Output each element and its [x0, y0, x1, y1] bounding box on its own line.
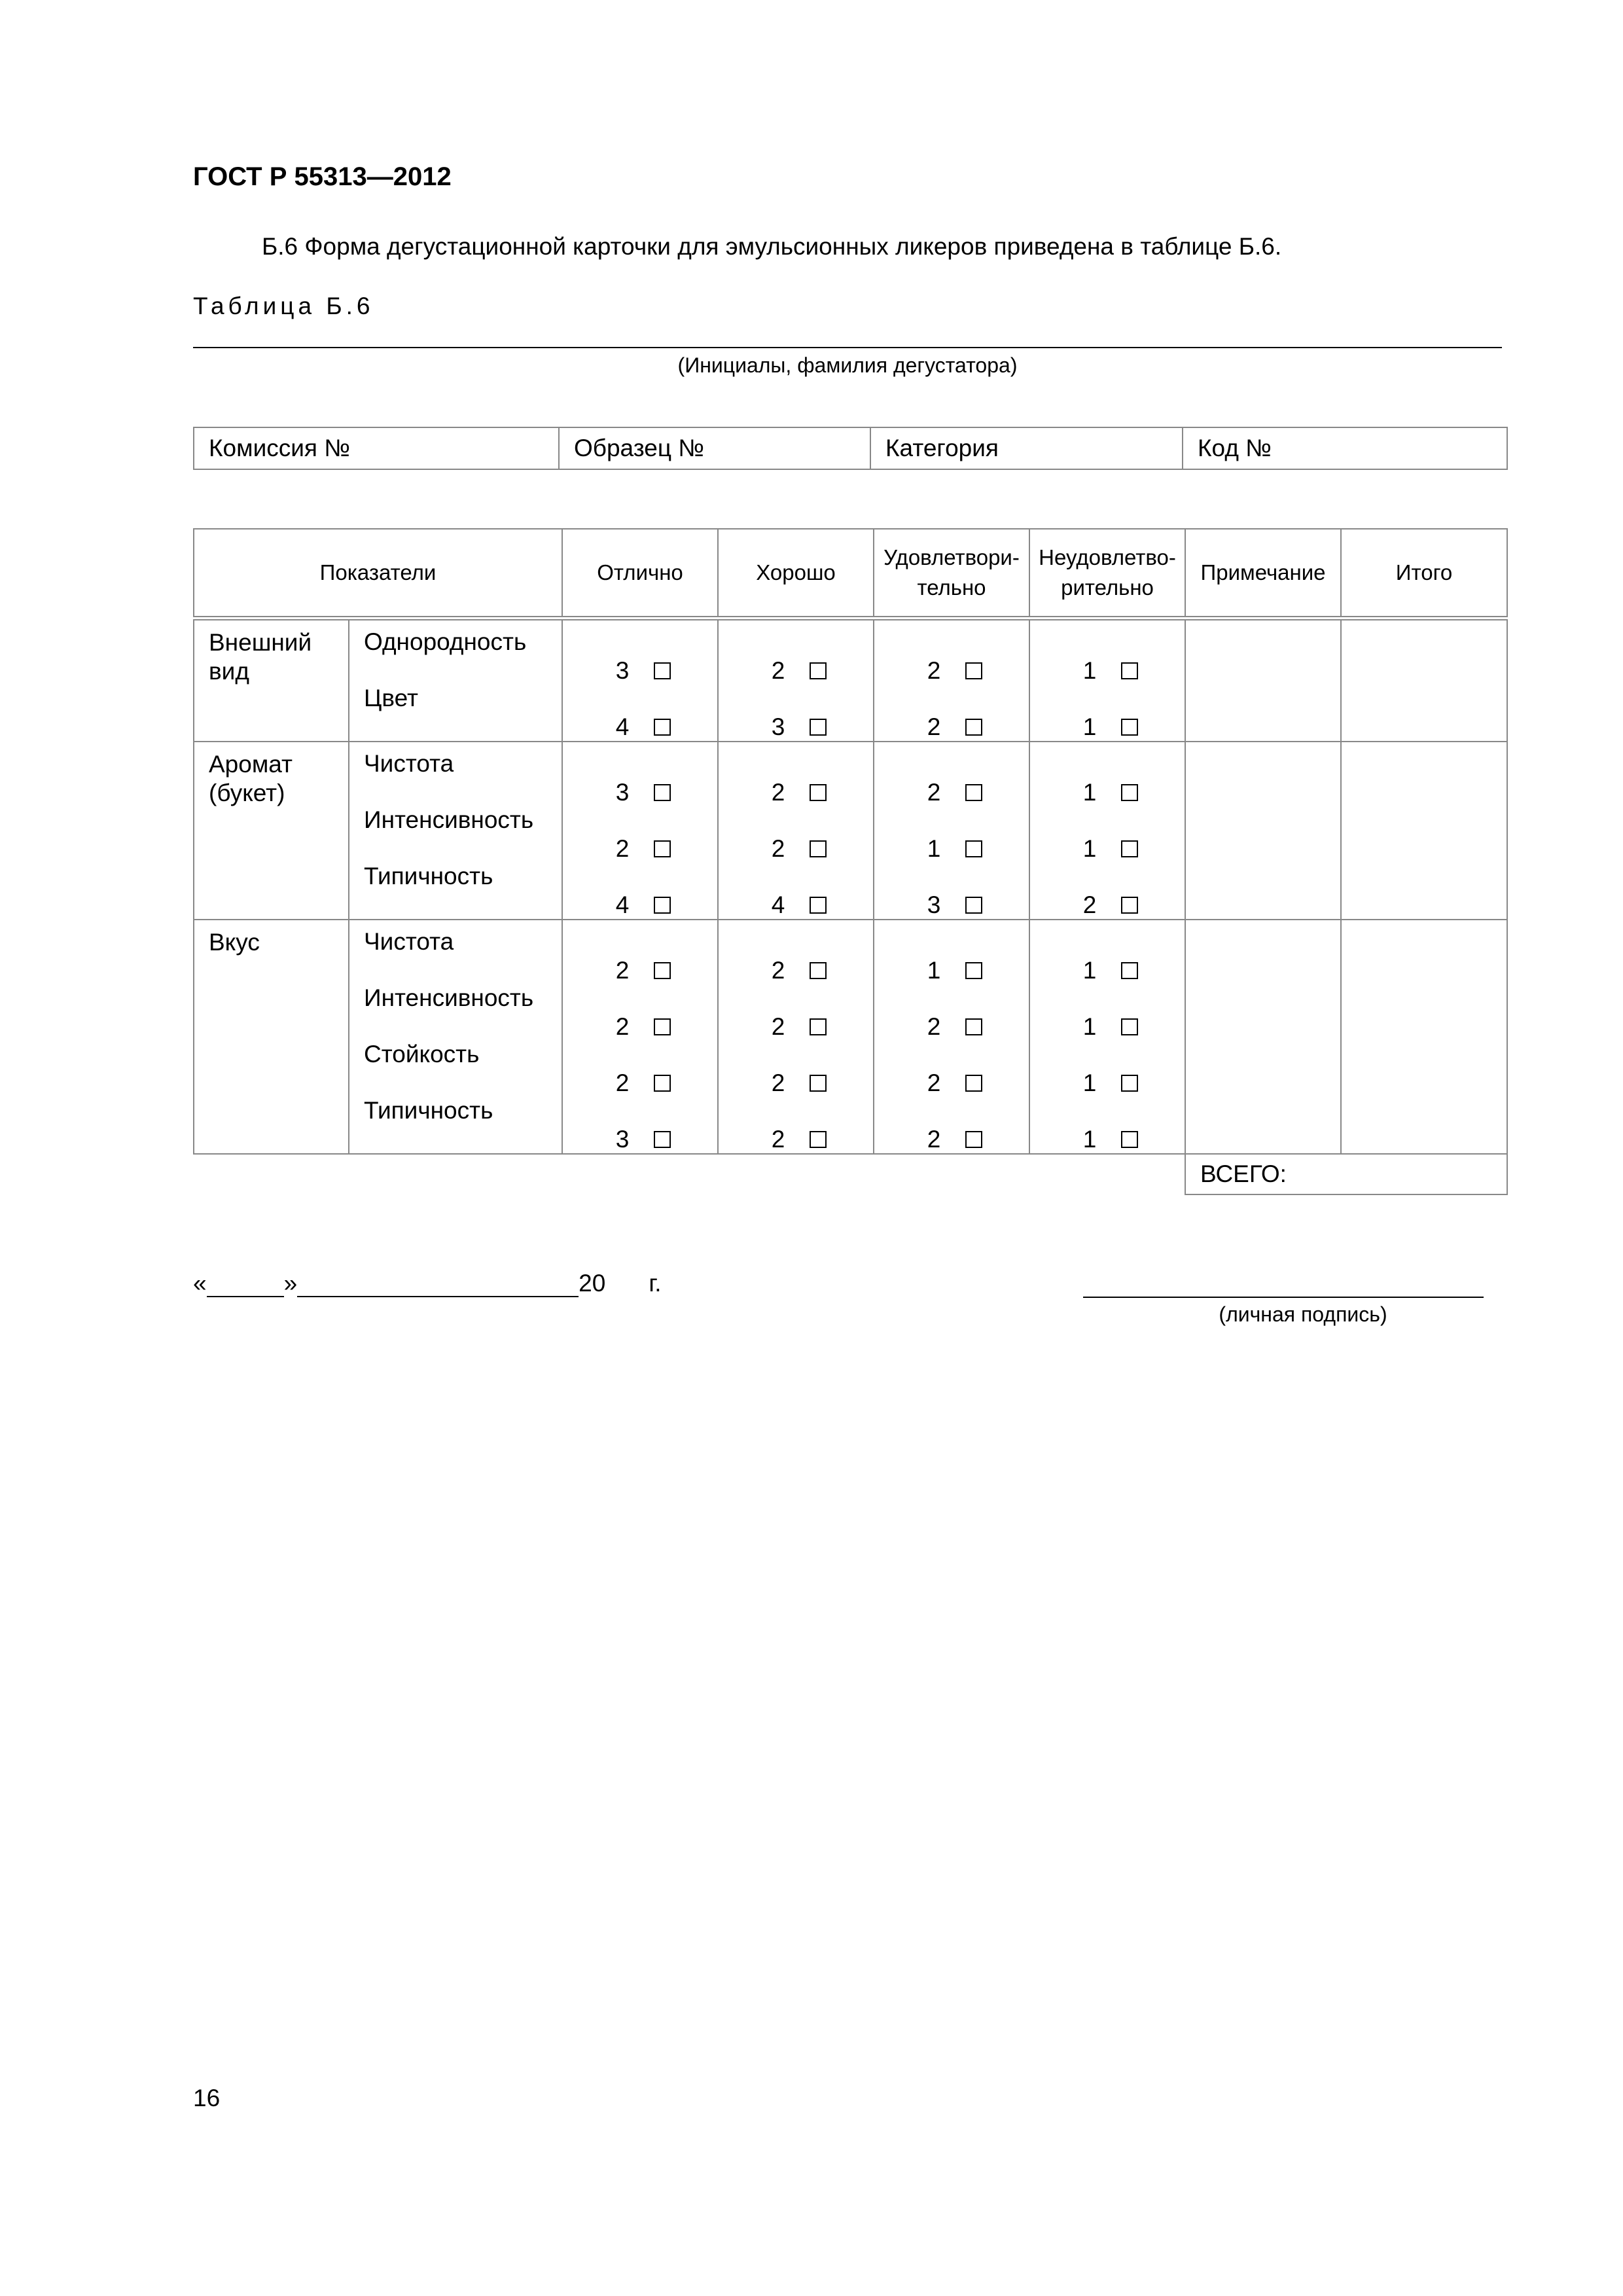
- note-cell[interactable]: [1185, 742, 1341, 920]
- checkbox[interactable]: [1121, 840, 1138, 857]
- table-caption: Таблица Б.6: [193, 293, 374, 319]
- item-label: Интенсивность: [364, 806, 534, 833]
- total-cell[interactable]: [1341, 920, 1507, 1154]
- group-label: Вкус: [194, 920, 349, 1154]
- day-field[interactable]: [207, 1272, 284, 1297]
- note-cell[interactable]: [1185, 920, 1341, 1154]
- checkbox[interactable]: [965, 662, 982, 679]
- items-cell: [349, 920, 562, 1154]
- checkbox[interactable]: [654, 662, 671, 679]
- checkbox[interactable]: [654, 962, 671, 979]
- header-note: Примечание: [1185, 529, 1341, 619]
- header-excellent: Отлично: [562, 529, 718, 619]
- checkbox[interactable]: [965, 1075, 982, 1092]
- checkbox[interactable]: [810, 662, 827, 679]
- item-label: Чистота: [364, 928, 454, 955]
- checkbox[interactable]: [810, 719, 827, 736]
- signature-line[interactable]: [1083, 1297, 1484, 1298]
- item-label: Типичность: [364, 1097, 493, 1124]
- header-unsatisfactory: Неудовлетво- рительно: [1029, 529, 1185, 619]
- total-cell[interactable]: [1341, 742, 1507, 920]
- item-label: Стойкость: [364, 1041, 480, 1067]
- table-header-row: [194, 529, 1507, 619]
- group-label: Внешний вид: [194, 619, 349, 742]
- grand-total-field[interactable]: ВСЕГО:: [1185, 1154, 1507, 1194]
- sample-field[interactable]: Образец №: [559, 427, 870, 469]
- checkbox[interactable]: [810, 784, 827, 801]
- checkbox[interactable]: [654, 897, 671, 914]
- score-cell-good: 2 2 2 2: [718, 920, 874, 1154]
- checkbox[interactable]: [654, 1018, 671, 1035]
- group-label: Аромат (букет): [194, 742, 349, 920]
- checkbox[interactable]: [1121, 962, 1138, 979]
- checkbox[interactable]: [654, 840, 671, 857]
- page-number: 16: [193, 2085, 221, 2111]
- initials-line[interactable]: [193, 347, 1502, 348]
- group-row-taste: [194, 920, 1507, 1154]
- total-cell[interactable]: [1341, 619, 1507, 742]
- checkbox[interactable]: [810, 1131, 827, 1148]
- tasting-table: [193, 528, 1508, 1195]
- score-cell-excellent: 2 2 2 3: [562, 920, 718, 1154]
- note-cell[interactable]: [1185, 619, 1341, 742]
- grand-total-row: [194, 1154, 1507, 1194]
- checkbox[interactable]: [1121, 897, 1138, 914]
- score-cell-good: 2 2 4: [718, 742, 874, 920]
- checkbox[interactable]: [810, 1075, 827, 1092]
- checkbox[interactable]: [654, 719, 671, 736]
- checkbox[interactable]: [810, 962, 827, 979]
- initials-caption: (Инициалы, фамилия дегустатора): [677, 353, 1018, 377]
- checkbox[interactable]: [1121, 662, 1138, 679]
- item-label: Однородность: [364, 628, 527, 655]
- header-satisfactory: Удовлетвори- тельно: [874, 529, 1029, 619]
- checkbox[interactable]: [965, 1131, 982, 1148]
- info-table: [193, 427, 1508, 470]
- year-suffix: г.: [649, 1270, 662, 1297]
- score-cell-unsatisfactory: 1 1: [1029, 619, 1185, 742]
- checkbox[interactable]: [965, 962, 982, 979]
- score-cell-satisfactory: 1 2 2 2: [874, 920, 1029, 1154]
- checkbox[interactable]: [1121, 784, 1138, 801]
- checkbox[interactable]: [654, 1075, 671, 1092]
- checkbox[interactable]: [654, 784, 671, 801]
- checkbox[interactable]: [965, 897, 982, 914]
- checkbox[interactable]: [654, 1131, 671, 1148]
- checkbox[interactable]: [810, 1018, 827, 1035]
- item-label: Цвет: [364, 685, 418, 711]
- checkbox[interactable]: [1121, 1018, 1138, 1035]
- header-total: Итого: [1341, 529, 1507, 619]
- item-label: Интенсивность: [364, 984, 534, 1011]
- checkbox[interactable]: [1121, 1131, 1138, 1148]
- group-row-aroma: [194, 742, 1507, 920]
- checkbox[interactable]: [965, 840, 982, 857]
- date-line: « » 20 г.: [193, 1270, 662, 1297]
- code-field[interactable]: Код №: [1183, 427, 1507, 469]
- header-indicators: Показатели: [194, 529, 562, 619]
- checkbox[interactable]: [810, 840, 827, 857]
- checkbox[interactable]: [1121, 719, 1138, 736]
- score-cell-unsatisfactory: 1 1 1 1: [1029, 920, 1185, 1154]
- checkbox[interactable]: [1121, 1075, 1138, 1092]
- score-cell-satisfactory: 2 2: [874, 619, 1029, 742]
- category-field[interactable]: Категория: [870, 427, 1183, 469]
- commission-field[interactable]: Комиссия №: [194, 427, 559, 469]
- month-field[interactable]: [297, 1272, 579, 1297]
- group-row-appearance: [194, 619, 1507, 742]
- score-cell-satisfactory: 2 1 3: [874, 742, 1029, 920]
- item-label: Чистота: [364, 750, 454, 777]
- score-cell-good: 2 3: [718, 619, 874, 742]
- document-header: ГОСТ Р 55313—2012: [193, 162, 452, 191]
- intro-paragraph: Б.6 Форма дегустационной карточки для эмульсионных ликеров приведена в таблице Б.6.: [262, 233, 1282, 260]
- item-label: Типичность: [364, 863, 493, 889]
- score-cell-excellent: 3 4: [562, 619, 718, 742]
- checkbox[interactable]: [965, 784, 982, 801]
- score-cell-excellent: 3 2 4: [562, 742, 718, 920]
- year-prefix: 20: [579, 1270, 606, 1297]
- score-cell-unsatisfactory: 1 1 2: [1029, 742, 1185, 920]
- checkbox[interactable]: [965, 719, 982, 736]
- items-cell: [349, 742, 562, 920]
- items-cell: [349, 619, 562, 742]
- header-good: Хорошо: [718, 529, 874, 619]
- checkbox[interactable]: [810, 897, 827, 914]
- signature-caption: (личная подпись): [1219, 1302, 1387, 1326]
- checkbox[interactable]: [965, 1018, 982, 1035]
